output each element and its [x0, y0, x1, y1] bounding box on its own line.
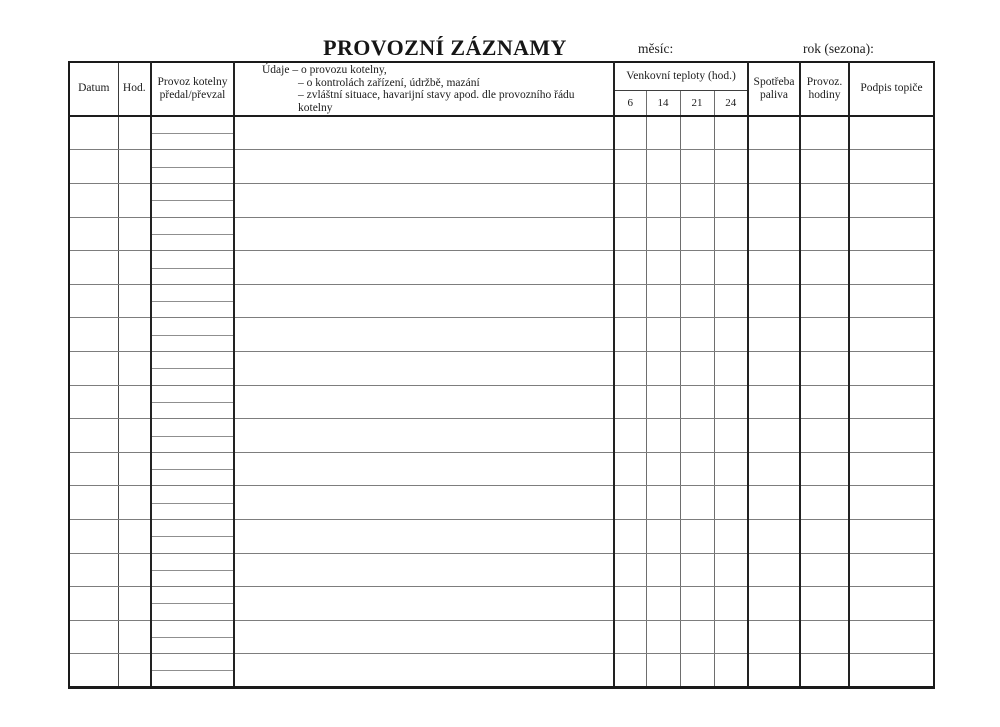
cell-hours: [800, 520, 849, 554]
cell-hours: [800, 150, 849, 184]
cell-temp-21: [680, 251, 714, 285]
cell-udaje: [234, 318, 614, 352]
cell-datum: [69, 318, 118, 352]
cell-udaje: [234, 452, 614, 486]
cell-handover: [151, 520, 234, 554]
table-row: [69, 486, 934, 520]
cell-handover: [151, 620, 234, 654]
header-fuel-line1: Spotřeba: [753, 75, 795, 88]
cell-udaje: [234, 150, 614, 184]
cell-temp-6: [614, 452, 646, 486]
cell-fuel: [748, 419, 800, 453]
table-row: [69, 284, 934, 318]
cell-handover: [151, 654, 234, 688]
cell-temp-6: [614, 587, 646, 621]
cell-datum: [69, 587, 118, 621]
handover-split-line: [152, 503, 233, 504]
cell-temp-14: [646, 520, 680, 554]
cell-temp-6: [614, 251, 646, 285]
cell-temp-14: [646, 217, 680, 251]
header-hours-line2: hodiny: [808, 89, 841, 102]
cell-signature: [849, 385, 934, 419]
cell-temp-6: [614, 150, 646, 184]
cell-signature: [849, 116, 934, 150]
cell-temp-21: [680, 184, 714, 218]
cell-temp-21: [680, 318, 714, 352]
cell-udaje: [234, 654, 614, 688]
handover-split-line: [152, 335, 233, 336]
cell-fuel: [748, 251, 800, 285]
cell-temp-24: [714, 654, 748, 688]
cell-datum: [69, 553, 118, 587]
cell-fuel: [748, 217, 800, 251]
cell-temp-14: [646, 654, 680, 688]
handover-split-line: [152, 133, 233, 134]
cell-handover: [151, 251, 234, 285]
cell-signature: [849, 217, 934, 251]
cell-temp-14: [646, 116, 680, 150]
cell-fuel: [748, 150, 800, 184]
handover-split-line: [152, 234, 233, 235]
cell-temp-24: [714, 620, 748, 654]
cell-temp-21: [680, 620, 714, 654]
cell-temp-14: [646, 385, 680, 419]
cell-temp-24: [714, 419, 748, 453]
cell-temp-21: [680, 150, 714, 184]
cell-hod: [118, 184, 151, 218]
cell-hours: [800, 553, 849, 587]
cell-hours: [800, 318, 849, 352]
cell-signature: [849, 654, 934, 688]
cell-temp-21: [680, 486, 714, 520]
header-temp-hour-14: 14: [646, 91, 680, 117]
cell-udaje: [234, 184, 614, 218]
cell-datum: [69, 150, 118, 184]
table-row: [69, 385, 934, 419]
cell-hod: [118, 352, 151, 386]
cell-temp-14: [646, 352, 680, 386]
cell-udaje: [234, 486, 614, 520]
cell-datum: [69, 284, 118, 318]
cell-udaje: [234, 217, 614, 251]
header-hod: Hod.: [118, 62, 151, 116]
cell-temp-6: [614, 385, 646, 419]
cell-temp-24: [714, 150, 748, 184]
cell-signature: [849, 318, 934, 352]
cell-temp-6: [614, 419, 646, 453]
handover-split-line: [152, 570, 233, 571]
cell-hours: [800, 217, 849, 251]
cell-hours: [800, 486, 849, 520]
cell-handover: [151, 486, 234, 520]
cell-hod: [118, 116, 151, 150]
cell-hod: [118, 284, 151, 318]
cell-temp-24: [714, 251, 748, 285]
header-stoker-signature: Podpis topiče: [849, 62, 934, 116]
cell-temp-14: [646, 284, 680, 318]
cell-temp-24: [714, 352, 748, 386]
cell-datum: [69, 352, 118, 386]
cell-handover: [151, 385, 234, 419]
cell-handover: [151, 352, 234, 386]
cell-udaje: [234, 553, 614, 587]
cell-handover: [151, 452, 234, 486]
cell-fuel: [748, 452, 800, 486]
cell-temp-21: [680, 553, 714, 587]
table-row: [69, 654, 934, 688]
cell-signature: [849, 553, 934, 587]
handover-split-line: [152, 436, 233, 437]
handover-split-line: [152, 200, 233, 201]
cell-udaje: [234, 587, 614, 621]
header-udaje-line1: Údaje – o provozu kotelny,: [262, 64, 387, 76]
cell-temp-6: [614, 620, 646, 654]
cell-fuel: [748, 284, 800, 318]
cell-temp-14: [646, 486, 680, 520]
cell-udaje: [234, 284, 614, 318]
header-udaje-line3: – zvláštní situace, havarijní stavy apod. dle provozního řádu kotelny: [298, 89, 575, 114]
cell-hod: [118, 150, 151, 184]
table-row: [69, 553, 934, 587]
cell-hod: [118, 520, 151, 554]
table-row: [69, 251, 934, 285]
cell-fuel: [748, 318, 800, 352]
cell-temp-6: [614, 553, 646, 587]
cell-temp-24: [714, 486, 748, 520]
cell-fuel: [748, 116, 800, 150]
cell-temp-24: [714, 116, 748, 150]
cell-udaje: [234, 116, 614, 150]
cell-fuel: [748, 620, 800, 654]
cell-temp-6: [614, 318, 646, 352]
cell-temp-21: [680, 654, 714, 688]
cell-hod: [118, 318, 151, 352]
cell-fuel: [748, 352, 800, 386]
cell-datum: [69, 620, 118, 654]
cell-fuel: [748, 184, 800, 218]
cell-fuel: [748, 520, 800, 554]
header-datum: Datum: [69, 62, 118, 116]
cell-hours: [800, 452, 849, 486]
cell-hod: [118, 620, 151, 654]
cell-hours: [800, 654, 849, 688]
cell-hours: [800, 620, 849, 654]
cell-temp-14: [646, 553, 680, 587]
table-row: [69, 217, 934, 251]
header-temp-hour-21: 21: [680, 91, 714, 117]
table-body: [69, 116, 934, 687]
cell-handover: [151, 284, 234, 318]
cell-temp-24: [714, 385, 748, 419]
cell-signature: [849, 184, 934, 218]
table-header: [69, 62, 934, 116]
cell-temp-24: [714, 553, 748, 587]
cell-temp-6: [614, 352, 646, 386]
header-fuel-line2: paliva: [759, 89, 789, 102]
cell-udaje: [234, 419, 614, 453]
year-label: rok (sezona):: [803, 41, 874, 56]
header-fuel-consumption: [748, 62, 800, 116]
table-row: [69, 419, 934, 453]
cell-temp-14: [646, 587, 680, 621]
cell-signature: [849, 251, 934, 285]
cell-temp-14: [646, 184, 680, 218]
cell-temp-21: [680, 520, 714, 554]
cell-temp-14: [646, 318, 680, 352]
cell-temp-6: [614, 116, 646, 150]
handover-split-line: [152, 603, 233, 604]
cell-signature: [849, 150, 934, 184]
header-handover: [151, 62, 234, 116]
header-udaje-line2: – o kontrolách zařízení, údržbě, mazání: [298, 76, 480, 89]
cell-temp-21: [680, 452, 714, 486]
cell-handover: [151, 318, 234, 352]
table-row: [69, 587, 934, 621]
cell-temp-6: [614, 217, 646, 251]
cell-handover: [151, 116, 234, 150]
cell-temp-21: [680, 217, 714, 251]
cell-temp-14: [646, 419, 680, 453]
handover-split-line: [152, 637, 233, 638]
cell-signature: [849, 620, 934, 654]
cell-temp-24: [714, 217, 748, 251]
cell-hod: [118, 419, 151, 453]
cell-hod: [118, 251, 151, 285]
cell-datum: [69, 251, 118, 285]
cell-hod: [118, 553, 151, 587]
cell-hours: [800, 352, 849, 386]
cell-hours: [800, 116, 849, 150]
page-title: PROVOZNÍ ZÁZNAMY: [323, 35, 567, 60]
cell-handover: [151, 150, 234, 184]
cell-signature: [849, 486, 934, 520]
cell-hours: [800, 419, 849, 453]
cell-datum: [69, 419, 118, 453]
cell-handover: [151, 419, 234, 453]
cell-udaje: [234, 352, 614, 386]
cell-signature: [849, 419, 934, 453]
cell-signature: [849, 284, 934, 318]
handover-split-line: [152, 402, 233, 403]
cell-fuel: [748, 486, 800, 520]
cell-temp-21: [680, 116, 714, 150]
cell-temp-14: [646, 620, 680, 654]
cell-datum: [69, 654, 118, 688]
cell-temp-6: [614, 520, 646, 554]
table-row: [69, 352, 934, 386]
cell-temp-24: [714, 520, 748, 554]
table-row: [69, 318, 934, 352]
cell-signature: [849, 352, 934, 386]
header-udaje: [234, 62, 614, 116]
header-handover-line1: Provoz kotelny: [157, 75, 228, 88]
cell-temp-6: [614, 284, 646, 318]
cell-temp-24: [714, 318, 748, 352]
header-outdoor-temps: Venkovní teploty (hod.): [614, 62, 748, 91]
cell-temp-6: [614, 184, 646, 218]
cell-datum: [69, 217, 118, 251]
cell-hod: [118, 385, 151, 419]
handover-split-line: [152, 167, 233, 168]
cell-signature: [849, 520, 934, 554]
cell-fuel: [748, 587, 800, 621]
cell-hours: [800, 184, 849, 218]
table-row: [69, 116, 934, 150]
cell-temp-14: [646, 150, 680, 184]
cell-handover: [151, 587, 234, 621]
cell-temp-14: [646, 452, 680, 486]
cell-udaje: [234, 385, 614, 419]
header-handover-line2: předal/převzal: [159, 89, 226, 102]
cell-temp-21: [680, 587, 714, 621]
cell-datum: [69, 520, 118, 554]
cell-datum: [69, 184, 118, 218]
cell-udaje: [234, 520, 614, 554]
cell-hod: [118, 587, 151, 621]
table-row: [69, 150, 934, 184]
cell-temp-21: [680, 419, 714, 453]
cell-hours: [800, 587, 849, 621]
handover-split-line: [152, 268, 233, 269]
header-temp-hour-6: 6: [614, 91, 646, 117]
header-operating-hours: [800, 62, 849, 116]
cell-temp-14: [646, 251, 680, 285]
cell-hours: [800, 251, 849, 285]
table-row: [69, 452, 934, 486]
handover-split-line: [152, 536, 233, 537]
header-temp-hour-24: 24: [714, 91, 748, 117]
cell-hod: [118, 217, 151, 251]
cell-fuel: [748, 654, 800, 688]
cell-datum: [69, 385, 118, 419]
month-label: měsíc:: [638, 41, 674, 56]
cell-fuel: [748, 385, 800, 419]
cell-temp-6: [614, 654, 646, 688]
cell-datum: [69, 116, 118, 150]
operation-log-table: [68, 61, 935, 689]
cell-temp-24: [714, 184, 748, 218]
cell-temp-24: [714, 587, 748, 621]
table-row: [69, 184, 934, 218]
cell-datum: [69, 486, 118, 520]
header-hours-line1: Provoz.: [806, 75, 843, 88]
cell-hod: [118, 452, 151, 486]
cell-temp-21: [680, 352, 714, 386]
table-row: [69, 620, 934, 654]
cell-handover: [151, 553, 234, 587]
handover-split-line: [152, 368, 233, 369]
cell-hod: [118, 486, 151, 520]
cell-temp-21: [680, 385, 714, 419]
cell-datum: [69, 452, 118, 486]
cell-temp-21: [680, 284, 714, 318]
cell-signature: [849, 587, 934, 621]
cell-fuel: [748, 553, 800, 587]
table-row: [69, 520, 934, 554]
cell-udaje: [234, 620, 614, 654]
cell-handover: [151, 184, 234, 218]
handover-split-line: [152, 301, 233, 302]
cell-hours: [800, 385, 849, 419]
cell-temp-24: [714, 452, 748, 486]
cell-hours: [800, 284, 849, 318]
handover-split-line: [152, 670, 233, 671]
handover-split-line: [152, 469, 233, 470]
cell-signature: [849, 452, 934, 486]
cell-hod: [118, 654, 151, 688]
cell-handover: [151, 217, 234, 251]
cell-temp-24: [714, 284, 748, 318]
cell-temp-6: [614, 486, 646, 520]
cell-udaje: [234, 251, 614, 285]
